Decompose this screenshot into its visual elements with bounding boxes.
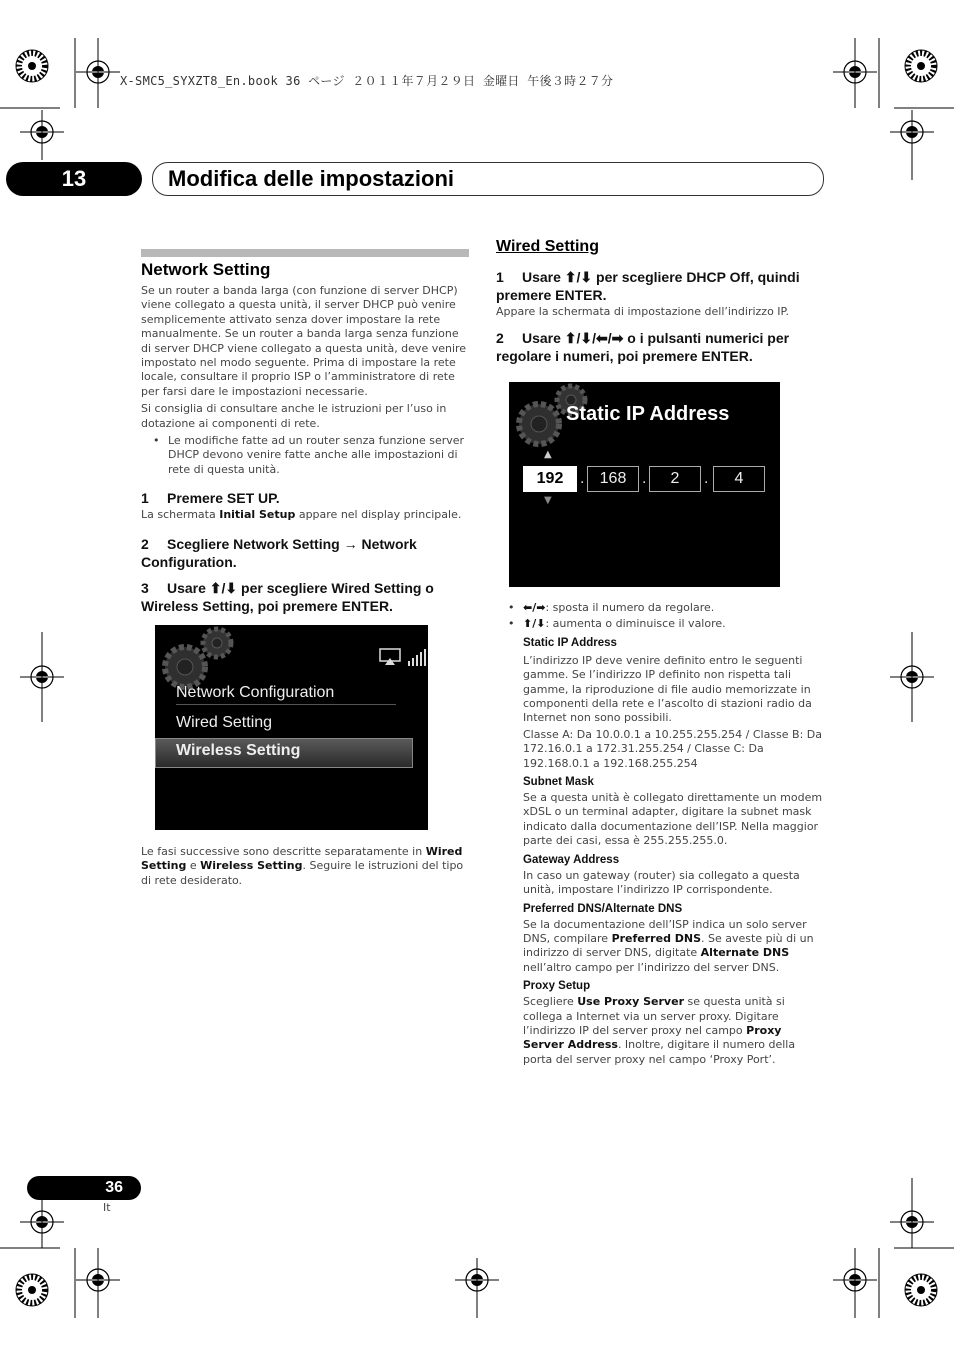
language-code: It [103,1201,111,1214]
ip-octet-3[interactable]: 2 [649,466,701,492]
right-details [496,601,826,1067]
steps-footer-note: Le fasi successive sono descritte separatamente in Wired Setting e Wireless Setting. Seguire le istruzioni del tipo di rete desiderato. [141,845,464,887]
ip-octet-1[interactable]: 192 [523,466,577,492]
proxy-text: Scegliere Use Proxy Server se questa unità si collega a Internet via un server proxy. Digitare l’indirizzo IP del server proxy nel campo Proxy Server Address. Inoltre, digitare il numero della porta del server proxy nel campo ‘Proxy Port’. [523,995,796,1066]
list-item: • Le modifiche fatte ad un router senza funzione server DHCP devono venire fatte anche alle impostazioni di rete di questa unità. [141,434,471,477]
ip-octet-2[interactable]: 168 [587,466,639,492]
menu-network-configuration[interactable]: Network Configuration [176,684,335,701]
menu-wireless-setting[interactable]: Wireless Setting [176,742,301,759]
increase-arrow-icon[interactable]: ▲ [544,449,552,460]
ip-separator: . [580,470,585,487]
step-2: 2 Scegliere Network Setting → Network Configuration. [141,535,417,570]
chapter-title: Modifica delle impostazioni [168,166,455,191]
signal-strength-icon [407,647,427,667]
step-1-note: La schermata Initial Setup appare nel display principale. [141,508,462,522]
list-item: • ⬅/➡: sposta il numero da regolare. [496,601,826,615]
key-list [496,601,826,632]
static-ip-title: Static IP Address [523,636,617,649]
note-list [141,434,471,477]
left-column [141,260,471,615]
intro-paragraph: Se un router a banda larga (con funzione di server DHCP) viene collegato a questa unità, il server DHCP può venire semplicemente attivato senza dover impostare la rete manualmente. Se un router a banda larga senza funzione di server DHCP viene collegato a questa unità, deve venire impostato nel modo seguente. Prima di impostare la rete locale, consultare il proprio ISP o l’amministratore di rete per farsi dare le impostazioni necessarie. [141,284,467,398]
ip-class-ranges: Classe A: Da 10.0.0.1 a 10.255.255.254 / Classe B: Da 172.16.0.1 a 172.31.255.254 / Classe C: Da 192.168.0.1 a 192.168.255.254 [523,727,822,770]
proxy-title: Proxy Setup [523,980,591,993]
decrease-arrow-icon[interactable]: ▼ [544,495,552,506]
static-ip-screen [509,382,780,587]
dns-title: Preferred DNS/Alternate DNS [523,902,683,915]
section-bar [141,249,469,257]
ip-octet-4[interactable]: 4 [713,466,765,492]
screen-title: Static IP Address [566,403,730,425]
print-info-line: X-SMC5_SYXZT8_En.book 36 ページ ２０１１年７月２９日 金曜日 午後３時２７分 [120,74,614,88]
wired-setting-heading: Wired Setting [496,238,599,255]
wired-step-1: 1 Usare ⬆/⬇ per scegliere DHCP Off, quindi premere ENTER. [496,269,800,303]
gears-icon [509,382,619,472]
subnet-mask-title: Subnet Mask [523,776,594,789]
gateway-text: In caso un gateway (router) sia collegato a questa unità, impostare l’indirizzo IP corrispondente. [523,868,800,897]
menu-wired-setting[interactable]: Wired Setting [176,714,273,731]
airplay-icon [379,647,403,667]
menu-divider [176,704,396,705]
step-3: 3 Usare ⬆/⬇ per scegliere Wired Setting o Wireless Setting, poi premere ENTER. [141,579,434,614]
chapter-number: 13 [6,162,142,196]
wired-step-2: 2 Usare ⬆/⬇/⬅/➡ o i pulsanti numerici per regolare i numeri, poi premere ENTER. [496,330,790,365]
wired-step-1-note: Appare la schermata di impostazione dell’indirizzo IP. [496,305,789,318]
static-ip-text: L’indirizzo IP deve venire definito entro le seguenti gamme. Se l’indirizzo IP definito non rispetta tali gamme, la riproduzione di file audio memorizzate in componenti della rete e l’ascolto di stazioni radio da Internet non sono possibili. [523,653,812,725]
right-column [496,238,826,365]
step-1: 1 Premere SET UP. [141,490,280,507]
advice-paragraph: Si consiglia di consultare anche le istruzioni per l’uso in dotazione ai componenti di rete. [141,402,447,430]
ip-separator: . [642,470,647,487]
network-config-screen [155,625,428,830]
subnet-mask-text: Se a questa unità è collegato direttamente un modem xDSL o un terminal adapter, digitare la subnet mask indicato dalla documentazione dell’ISP. Nella maggior parte dei casi, essa è 255.255.255.0. [523,791,823,848]
page-number: 36 [27,1176,141,1200]
ip-separator: . [704,470,709,487]
dns-text: Se la documentazione dell’ISP indica un solo server DNS, compilare Preferred DNS. Se aveste più di un indirizzo di server DNS, digitate Alternate DNS nell’altro campo per l’indirizzo del server DNS. [523,917,814,974]
network-setting-heading: Network Setting [141,260,271,279]
gateway-title: Gateway Address [523,853,620,866]
list-item: • ⬆/⬇: aumenta o diminuisce il valore. [496,617,826,631]
